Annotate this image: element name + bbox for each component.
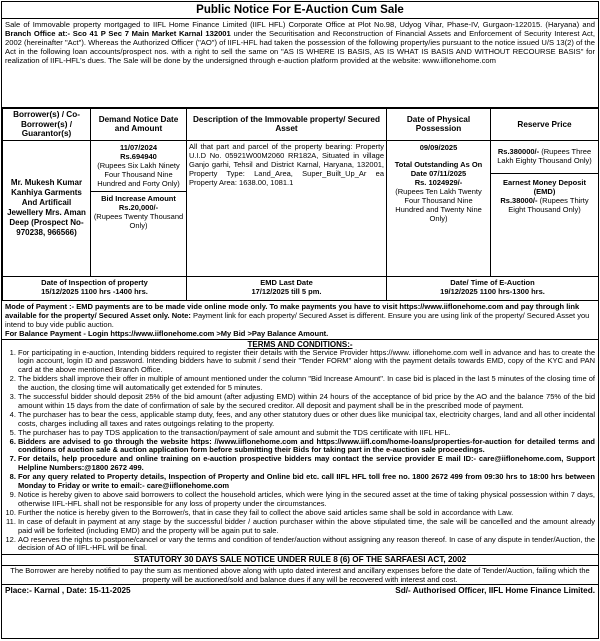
public-notice <box>1 1 599 639</box>
emd-last-title: EMD Last Date <box>260 277 313 287</box>
demand-date: 11/07/2024 <box>119 142 158 152</box>
term-item: 5. The purchaser has to pay TDS application to the transaction/payment of sale amount and submit the TDS certificate with IIFL HFL. <box>18 429 595 438</box>
intro-paragraph <box>2 19 598 108</box>
place-date: Place:- Karnal , Date: 15-11-2025 <box>5 586 131 596</box>
term-item: 8. For any query related to Property details, Inspection of Property and Online bid etc. call IIFL HFL toll free no. 1800 2672 499 from 09:30 hrs to 18:00 hrs between Monday to Friday or write to email:- care@iiflonehome.com <box>18 473 595 491</box>
terms-title: TERMS AND CONDITIONS:- <box>247 339 353 349</box>
mode-text-b: Payment link for each property/ Secured Asset is different. Ensure you are using link of the property/ Secured Asset you intend to buy vide public auction. <box>5 310 590 329</box>
statutory-title: STATUTORY 30 DAYS SALE NOTICE UNDER RULE 8 (6) OF THE SARFAESI ACT, 2002 <box>2 554 598 566</box>
reserve-cell <box>491 140 599 276</box>
demand-cell <box>91 140 187 276</box>
header-reserve: Reserve Price <box>491 109 599 141</box>
intro-text-1: Sale of Immovable property mortgaged to IIFL Home Finance Limited (IIFL HFL) Corporate Office at Plot No.98, Udyog Vihar, Phase-IV, Gurgaon-122015. (Haryana) and <box>5 20 595 29</box>
term-item: 1. For participating in e-auction, Intending bidders required to register their details with the Service Provider https://www. iiflonehome.com well in advance and has to create the login account, login ID and password. Intending bidders have to submit / send their "Tender FORM" along with the payment details towards EMD, copy of the KYC and PAN card at the above mentioned Branch Office. <box>18 349 595 376</box>
term-item: 6. Bidders are advised to go through the website https: //www.iiflonehome.com and https://www.iifl.com/home-loans/properties-for-auction for detailed terms and conditions of auction sale & auction application form before submitting their Bids for taking part in the e-auction sale proceedings. <box>18 438 595 456</box>
header-borrower: Borrower(s) / Co-Borrower(s) / Guarantor(s) <box>3 109 91 141</box>
eauction-value: 19/12/2025 1100 hrs-1300 hrs. <box>440 286 545 296</box>
header-possession: Date of Physical Possession <box>387 109 491 141</box>
bid-increase-amount: Rs.20,000/- <box>118 202 159 212</box>
outstanding-words: (Rupees Ten Lakh Twenty Four Thousand Nine Hundred and Twenty Nine Only) <box>395 186 482 223</box>
term-item: 3. The successful bidder should deposit 25% of the bid amount (after adjusting EMD) within 24 hours of the acceptance of bid price by the AO and the balance 75% of the bid amount within 15 days from the date of confirmation of sale by the secured creditor. All deposit and payment shall be in the prescribed mode of payment. <box>18 393 595 411</box>
emd-words: (Rupees Thirty Eight Thousand Only) <box>508 195 589 214</box>
term-item: 9. Notice is hereby given to above said borrowers to collect the household articles, which were lying in the secured asset at the time of taking physical possession within 7 days, otherwise IIFL-HFL shall not be responsible for any loss of property under the circumstances. <box>18 491 595 509</box>
mode-of-payment <box>2 301 598 340</box>
emd-title: Earnest Money Deposit (EMD) <box>503 177 586 196</box>
signature: Sd/- Authorised Officer, IIFL Home Finance Limited. <box>395 586 595 596</box>
possession-cell <box>387 140 491 276</box>
statutory-body: The Borrower are hereby notified to pay the sum as mentioned above along with upto dated interest and ancillary expenses before the date of Tender/Auction, failing which the property will be auctioned/sold and balance dues if any will be recovered with interest and cost. <box>2 566 598 585</box>
term-item: 4. The purchaser has to bear the cess, applicable stamp duty, fees, and any other statutory dues or other dues like municipal tax, electricity charges, land and all other incidental costs, charges including all taxes and rates outgoings relating to the property. <box>18 411 595 429</box>
header-description: Description of the Immovable property/ Secured Asset <box>187 109 387 141</box>
term-item: 7. For details, help procedure and online training on e-auction prospective bidders may contact the service provider E mail ID:- care@iiflonehome.com, Support Helpline Numbers:@1800 2672 499. <box>18 455 595 473</box>
term-item: 10. Further the notice is hereby given to the Borrower/s, that in case they fail to collect the above said articles same shall be sold in accordance with Law. <box>18 509 595 518</box>
notice-title: Public Notice For E-Auction Cum Sale <box>2 2 598 19</box>
mode-text-a: Mode of Payment :- EMD payments are to be made vide online mode only. To make payments you have to visit https://www.iiflonehome.com and pay through link available for the property/ Secured Asset only. Note: <box>5 301 580 320</box>
term-item: 11. In case of default in payment at any stage by the successful bidder / auction purchaser within the above stipulated time, the sale will be cancelled and the amount already paid will be forfeited (including EMD) and the property will be again put to sale. <box>18 518 595 536</box>
term-item: 12. AO reserves the rights to postpone/cancel or vary the terms and condition of tender/auction without assigning any reason thereof. In case of any dispute in tender/Auction, the decision of AO of IIFL-HFL will be final. <box>18 536 595 554</box>
bid-increase-words: (Rupees Twenty Thousand Only) <box>93 211 184 230</box>
eauction-title: Date/ Time of E-Auction <box>450 277 535 287</box>
inspection-value: 15/12/2025 1100 hrs -1400 hrs. <box>41 286 148 296</box>
branch-office: Branch Office at:- Sco 41 P Sec 7 Main Market Karnal 132001 <box>5 29 231 38</box>
mode-text-c: For Balance Payment - Login https://www.iiflonehome.com >My Bid >Pay Balance Amount. <box>5 328 329 338</box>
intro-text-2: under the Securitisation and Reconstruction of Financial Assets and Enforcement of Security Interest Act, 2002 (hereinafter "Act"). Whereas the Authorized Officer ("AO") of IIFL-HFL had taken the possession of the following property/ies pursuant to the notice issued U/S 13(2) of the Act in the following loan accounts/prospect nos. with a right to sell the same on "AS IS WHERE IS BASIS, AS IS WHAT IS BASIS AND WITHOUT RECOURSE BASIS" for realization of IIFL-HFL's dues. The Sale will be done by the undersigned through e-auction platform provided at the website: www.iiflonehome.com <box>5 29 595 65</box>
reserve-amount: Rs.380000/- <box>497 146 540 156</box>
footer <box>2 585 598 596</box>
emd-amount: Rs.38000/- <box>500 195 538 205</box>
reserve-words: (Rupees Three Lakh Eighty Thousand Only) <box>497 146 592 165</box>
demand-words: (Rupees Six Lakh Ninety Four Thousand Nine Hundred and Forty Only) <box>97 160 180 188</box>
term-item: 2. The bidders shall improve their offer in multiple of amount mentioned under the column "Bid Increase Amount". In case bid is placed in the last 5 minutes of the closing time of the auction, the closing time will automatically get extended for 5 minutes. <box>18 375 595 393</box>
property-table <box>2 108 599 301</box>
description-cell: All that part and parcel of the property bearing: Property U.I.D No. 05921W00M2060 RR182A, Situated in village Ganjo garhi, Tehsil and District Karnal, Haryana, 132001, Property Type: Land_Area, Super_Built_Up_Ar ea Property Area: 1638.00, 1081.1 <box>187 140 387 276</box>
eauction-cell <box>387 276 599 300</box>
inspection-title: Date of Inspection of property <box>41 277 148 287</box>
terms-list <box>2 349 598 554</box>
possession-date: 09/09/2025 <box>419 142 458 152</box>
emd-last-cell <box>187 276 387 300</box>
borrower-cell: Mr. Mukesh Kumar Kanhiya Garments And Artificail Jewellery Mrs. Aman Deep (Prospect No-970238, 966566) <box>3 140 91 276</box>
outstanding-amount: Rs. 1024929/- <box>414 177 463 187</box>
demand-amount: Rs.694940 <box>120 151 157 161</box>
emd-last-value: 17/12/2025 till 5 pm. <box>251 286 322 296</box>
inspection-cell <box>3 276 187 300</box>
outstanding-title: Total Outstanding As On Date 07/11/2025 <box>394 159 483 178</box>
bid-increase-title: Bid Increase Amount <box>101 193 176 203</box>
header-demand: Demand Notice Date and Amount <box>91 109 187 141</box>
